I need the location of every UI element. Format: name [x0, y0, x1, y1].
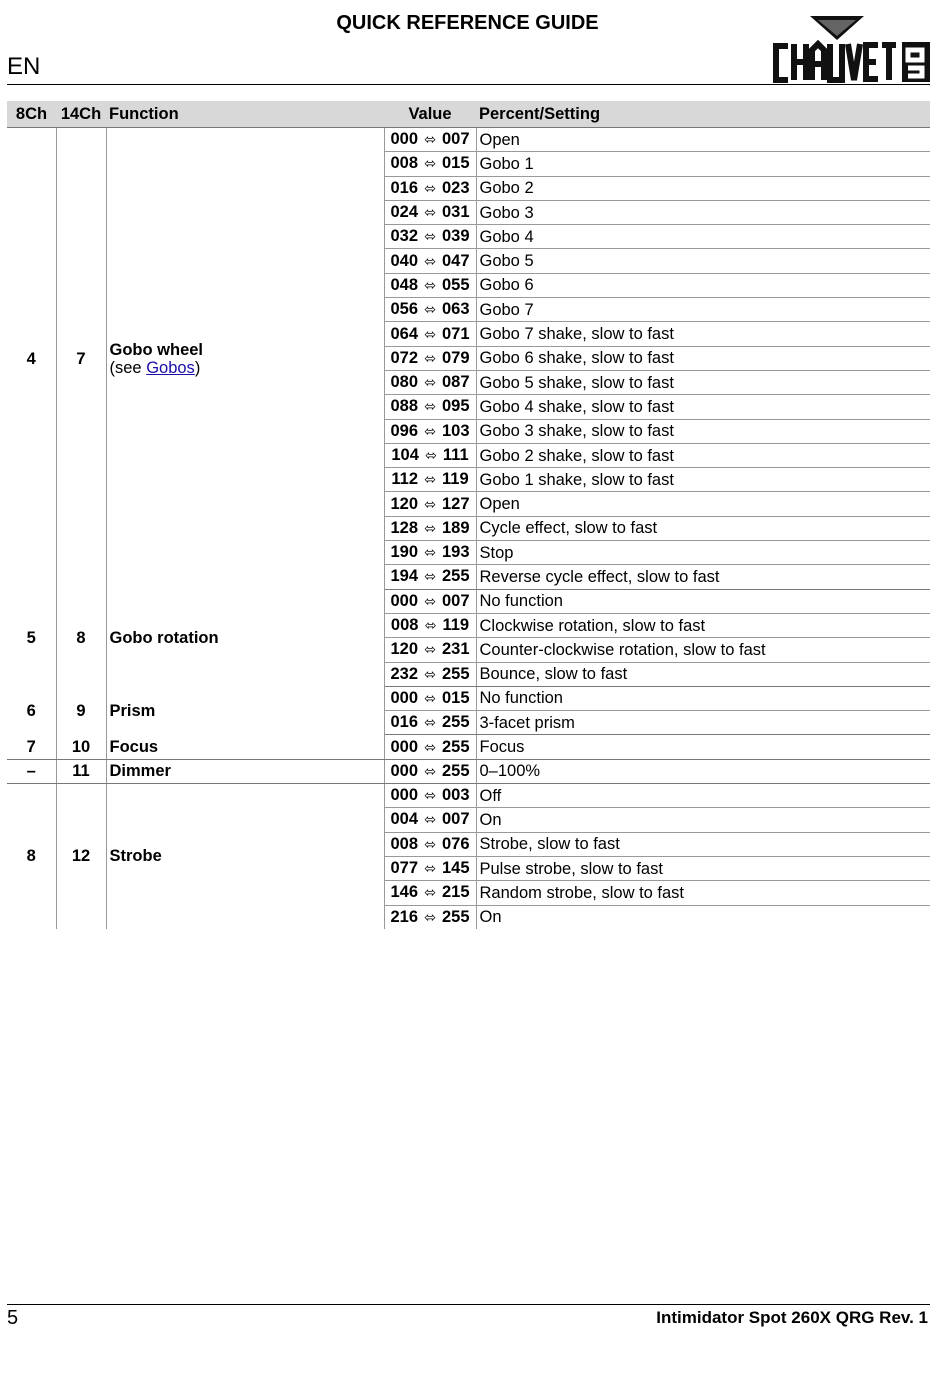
value-to: 127: [442, 494, 470, 513]
page-title: QUICK REFERENCE GUIDE: [336, 12, 599, 34]
cell-setting: Gobo 6: [476, 273, 930, 297]
value-to: 255: [442, 567, 470, 586]
value-to: 079: [442, 348, 470, 367]
cell-value-range: [384, 346, 476, 370]
value-from: 004: [390, 810, 418, 829]
cell-setting: Gobo 1 shake, slow to fast: [476, 468, 930, 492]
value-to: 063: [442, 300, 470, 319]
value-to: 039: [442, 227, 470, 246]
cell-setting: Gobo 4 shake, slow to fast: [476, 395, 930, 419]
cell-value-range: [384, 784, 476, 808]
cell-value-range: [384, 881, 476, 905]
cell-value-range: [384, 443, 476, 467]
header-function: Function: [106, 101, 384, 128]
table-row: [7, 759, 930, 783]
cell-value-range: [384, 686, 476, 710]
cell-value-range: [384, 613, 476, 637]
double-arrow-icon: ⬄: [424, 812, 436, 829]
cell-setting: On: [476, 808, 930, 832]
value-to: 193: [442, 543, 470, 562]
double-arrow-icon: ⬄: [424, 739, 436, 756]
value-from: 000: [390, 591, 418, 610]
value-to: 255: [442, 713, 470, 732]
cell-14ch: 7: [56, 128, 106, 590]
double-arrow-icon: ⬄: [425, 448, 437, 464]
double-arrow-icon: ⬄: [424, 861, 436, 878]
cell-setting: Stop: [476, 541, 930, 565]
value-from: 146: [390, 883, 418, 902]
double-arrow-icon: ⬄: [424, 132, 436, 149]
dmx-channel-table: [7, 101, 930, 929]
value-from: 088: [390, 397, 418, 416]
double-arrow-icon: ⬄: [424, 909, 436, 926]
double-arrow-icon: ⬄: [424, 472, 436, 489]
cell-value-range: [384, 638, 476, 662]
double-arrow-icon: ⬄: [424, 302, 436, 319]
value-from: 120: [390, 640, 418, 659]
cell-value-range: [384, 541, 476, 565]
value-from: 000: [390, 761, 418, 780]
footer-doc-title: Intimidator Spot 260X QRG Rev. 1: [656, 1308, 928, 1327]
value-from: 000: [390, 737, 418, 756]
double-arrow-icon: ⬄: [424, 885, 436, 902]
cell-setting: Gobo 5: [476, 249, 930, 273]
cell-setting: Gobo 7: [476, 298, 930, 322]
cell-setting: Gobo 5 shake, slow to fast: [476, 370, 930, 394]
cell-14ch: 10: [56, 735, 106, 759]
value-to: 007: [442, 591, 470, 610]
header-divider: [7, 84, 930, 85]
cell-14ch: 8: [56, 589, 106, 686]
value-from: 194: [390, 567, 418, 586]
cell-setting: On: [479, 908, 502, 927]
value-to: 023: [442, 178, 470, 197]
table-row: [7, 686, 930, 710]
value-to: 215: [442, 883, 470, 902]
cell-value-range: [384, 516, 476, 540]
cell-setting: Open: [476, 492, 930, 516]
cell-setting: Pulse strobe, slow to fast: [476, 856, 930, 880]
value-to: 255: [442, 664, 470, 683]
cell-8ch: 8: [7, 784, 56, 929]
cell-value-range: [384, 856, 476, 880]
cell-setting: Gobo 2 shake, slow to fast: [476, 443, 930, 467]
value-to: 015: [442, 154, 470, 173]
double-arrow-icon: ⬄: [424, 666, 436, 683]
cell-setting: Gobo 2: [476, 176, 930, 200]
cell-setting: Focus: [476, 735, 930, 759]
double-arrow-icon: ⬄: [424, 593, 436, 610]
header-value: Value: [384, 101, 476, 128]
value-from: 104: [391, 446, 419, 464]
function-name: Gobo rotation: [109, 628, 219, 647]
cell-value-range: [384, 905, 476, 929]
cell-8ch: 5: [7, 589, 56, 686]
cell-value-range: [384, 395, 476, 419]
cell-14ch: 9: [56, 686, 106, 735]
cell-function: [106, 735, 384, 759]
cell-setting: Gobo 7 shake, slow to fast: [476, 322, 930, 346]
cell-function: [106, 686, 384, 735]
double-arrow-icon: ⬄: [424, 520, 436, 537]
value-to: 119: [442, 470, 469, 489]
page-number: 5: [7, 1307, 19, 1329]
table-row: [7, 784, 930, 808]
table-row: [7, 589, 930, 613]
cell-setting: Open: [476, 128, 930, 152]
cell-value-range: [384, 370, 476, 394]
cell-value-range: [384, 735, 476, 759]
value-to: 095: [442, 397, 470, 416]
cell-8ch: –: [7, 759, 56, 783]
cell-value-range: [384, 273, 476, 297]
double-arrow-icon: ⬄: [424, 399, 436, 416]
value-from: 008: [390, 834, 418, 853]
value-to: 003: [442, 786, 470, 805]
double-arrow-icon: ⬄: [424, 496, 436, 513]
cell-function: [106, 589, 384, 686]
value-to: 007: [442, 130, 470, 149]
cell-setting: Counter-clockwise rotation, slow to fast: [476, 638, 930, 662]
dmx-table-body: [7, 128, 930, 929]
cell-function: [106, 128, 384, 590]
double-arrow-icon: ⬄: [424, 715, 436, 732]
cell-setting: Cycle effect, slow to fast: [476, 516, 930, 540]
footer-divider: [7, 1304, 930, 1305]
cell-value-range: [384, 808, 476, 832]
double-arrow-icon: ⬄: [424, 836, 436, 853]
cell-setting: Gobo 3 shake, slow to fast: [476, 419, 930, 443]
function-name: Prism: [109, 701, 156, 720]
cell-setting: Gobo 6 shake, slow to fast: [476, 346, 930, 370]
cell-value-range: [384, 298, 476, 322]
function-name: Strobe: [109, 847, 162, 866]
value-from: 000: [390, 688, 418, 707]
cell-setting: 3-facet prism: [476, 711, 930, 735]
value-to: 255: [442, 761, 470, 780]
cell-value-range: [384, 492, 476, 516]
cell-setting: Gobo 1: [476, 152, 930, 176]
value-to: 103: [442, 421, 470, 440]
value-to: 111: [442, 446, 469, 464]
table-row: [7, 128, 930, 152]
value-from: 216: [390, 907, 418, 926]
cell-14ch: 12: [56, 784, 106, 929]
header-8ch: 8Ch: [7, 101, 56, 128]
function-name: Dimmer: [109, 762, 171, 781]
cell-function: [106, 759, 384, 783]
cell-setting: Bounce, slow to fast: [476, 662, 930, 686]
header-14ch: 14Ch: [56, 101, 106, 128]
value-from: 112: [391, 470, 418, 489]
cell-8ch: 6: [7, 686, 56, 735]
value-to: 145: [442, 859, 470, 878]
value-to: 047: [442, 251, 470, 270]
value-from: 024: [390, 203, 418, 222]
value-to: 189: [442, 518, 470, 537]
cell-value-range: [384, 322, 476, 346]
header-setting: Percent/Setting: [476, 101, 930, 128]
language-label: EN: [7, 53, 41, 80]
cell-value-range: [384, 759, 476, 783]
cell-value-range: [384, 832, 476, 856]
function-note: [110, 359, 381, 377]
double-arrow-icon: ⬄: [424, 350, 436, 367]
function-name: Gobo wheel: [109, 340, 204, 359]
cell-value-range: [384, 565, 476, 589]
double-arrow-icon: ⬄: [424, 253, 436, 270]
value-to: 076: [442, 834, 470, 853]
value-from: 232: [390, 664, 418, 683]
value-from: 016: [390, 713, 418, 732]
double-arrow-icon: ⬄: [424, 229, 436, 246]
value-from: 048: [390, 275, 418, 294]
cell-value-range: [384, 152, 476, 176]
value-from: 040: [390, 251, 418, 270]
double-arrow-icon: ⬄: [424, 375, 436, 392]
value-from: 190: [390, 543, 418, 562]
cell-setting: Off: [476, 784, 930, 808]
value-from: 056: [390, 300, 418, 319]
double-arrow-icon: ⬄: [424, 180, 436, 197]
cell-value-range: [384, 176, 476, 200]
cell-setting: Gobo 4: [476, 225, 930, 249]
double-arrow-icon: ⬄: [424, 763, 436, 780]
cell-setting: Gobo 3: [476, 200, 930, 224]
cell-setting: Reverse cycle effect, slow to fast: [476, 565, 930, 589]
double-arrow-icon: ⬄: [424, 788, 436, 805]
cell-value-range: [384, 200, 476, 224]
note-suffix: ): [194, 358, 201, 377]
value-from: 072: [390, 348, 418, 367]
cell-setting: No function: [476, 686, 930, 710]
value-to: 055: [442, 275, 470, 294]
double-arrow-icon: ⬄: [424, 205, 436, 222]
value-from: 008: [390, 154, 418, 173]
note-prefix: (see: [109, 358, 147, 377]
value-to: 087: [442, 373, 470, 392]
chauvet-dj-logo: [772, 14, 932, 84]
cell-value-range: [384, 711, 476, 735]
table-row: [7, 735, 930, 759]
cell-value-range: [384, 419, 476, 443]
function-name: Focus: [109, 737, 159, 756]
double-arrow-icon: ⬄: [424, 277, 436, 294]
value-to: 231: [442, 640, 470, 659]
value-to: 071: [442, 324, 470, 343]
value-from: 077: [390, 859, 418, 878]
cell-setting: 0–100%: [476, 759, 930, 783]
table-header-row: [7, 101, 930, 128]
value-from: 096: [390, 421, 418, 440]
value-to: 255: [442, 907, 470, 926]
double-arrow-icon: ⬄: [424, 690, 436, 707]
cell-setting: No function: [476, 589, 930, 613]
value-from: 016: [390, 178, 418, 197]
cell-8ch: 4: [7, 128, 56, 590]
cell-value-range: [384, 589, 476, 613]
cell-8ch: 7: [7, 735, 56, 759]
cell-value-range: [384, 662, 476, 686]
value-from: 064: [390, 324, 418, 343]
value-to: 119: [442, 616, 470, 635]
cell-setting: Strobe, slow to fast: [476, 832, 930, 856]
value-from: 000: [390, 786, 418, 805]
double-arrow-icon: ⬄: [424, 642, 436, 659]
cell-setting: Random strobe, slow to fast: [476, 881, 930, 905]
double-arrow-icon: ⬄: [424, 326, 436, 343]
double-arrow-icon: ⬄: [424, 423, 436, 440]
cell-function: [106, 784, 384, 929]
value-to: 015: [442, 688, 470, 707]
cell-setting: Clockwise rotation, slow to fast: [476, 613, 930, 637]
double-arrow-icon: ⬄: [424, 156, 436, 173]
value-to: 007: [442, 810, 470, 829]
gobos-link[interactable]: Gobos: [146, 358, 195, 377]
value-from: 008: [390, 616, 419, 635]
cell-value-range: [384, 249, 476, 273]
cell-value-range: [384, 468, 476, 492]
value-to: 031: [442, 203, 470, 222]
double-arrow-icon: ⬄: [424, 569, 436, 586]
value-to: 255: [442, 737, 470, 756]
cell-value-range: [384, 225, 476, 249]
double-arrow-icon: ⬄: [424, 618, 437, 635]
value-from: 000: [390, 130, 418, 149]
cell-14ch: 11: [56, 759, 106, 783]
value-from: 080: [390, 373, 418, 392]
value-from: 128: [390, 518, 418, 537]
value-from: 032: [390, 227, 418, 246]
cell-value-range: [384, 128, 476, 152]
double-arrow-icon: ⬄: [424, 545, 436, 562]
value-from: 120: [390, 494, 418, 513]
